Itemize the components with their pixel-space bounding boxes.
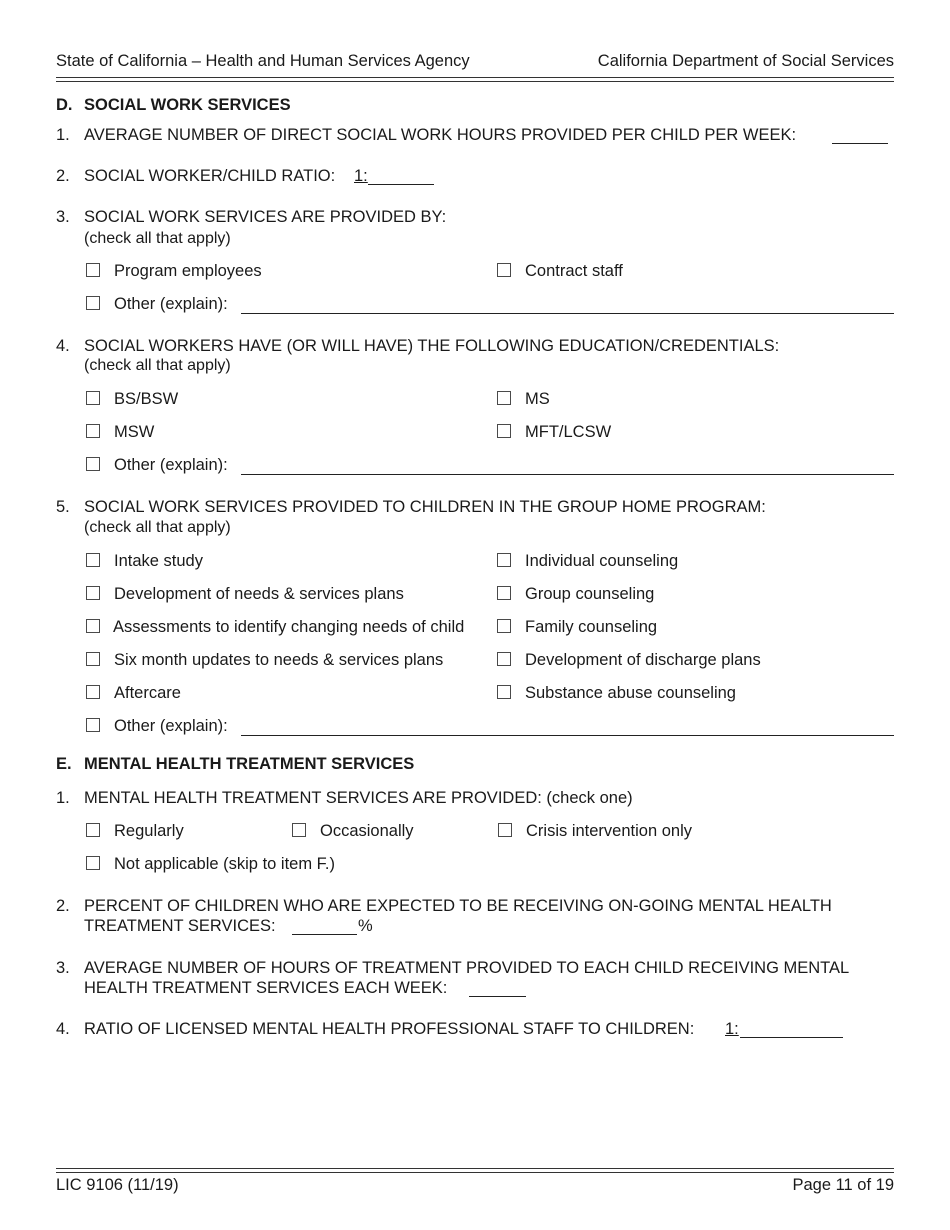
d5-other-value[interactable]	[241, 717, 894, 735]
d4-other-underline	[241, 474, 894, 475]
label-aftercare: Aftercare	[114, 684, 181, 702]
label-substance-abuse-counseling: Substance abuse counseling	[525, 684, 736, 702]
e2-question-line2: TREATMENT SERVICES:	[84, 917, 276, 935]
checkbox-substance-abuse-counseling[interactable]	[497, 685, 511, 699]
d1-hours-underline	[832, 143, 888, 144]
label-regularly: Regularly	[114, 822, 184, 840]
d1-number: 1.	[56, 126, 70, 144]
d4-question: SOCIAL WORKERS HAVE (OR WILL HAVE) THE FOLLOWING EDUCATION/CREDENTIALS:	[84, 337, 780, 355]
label-not-applicable: Not applicable (skip to item F.)	[114, 855, 336, 873]
e4-ratio-underline	[740, 1037, 843, 1038]
checkbox-program-employees[interactable]	[86, 263, 100, 277]
d5-question: SOCIAL WORK SERVICES PROVIDED TO CHILDREN IN THE GROUP HOME PROGRAM:	[84, 498, 766, 516]
footer-page-number: Page 11 of 19	[792, 1176, 894, 1194]
checkbox-bs-bsw[interactable]	[86, 391, 100, 405]
checkbox-discharge-plans[interactable]	[497, 652, 511, 666]
d4-number: 4.	[56, 337, 70, 355]
footer-rule-top	[56, 1168, 894, 1169]
checkbox-regularly[interactable]	[86, 823, 100, 837]
label-program-employees: Program employees	[114, 262, 262, 280]
d3-question: SOCIAL WORK SERVICES ARE PROVIDED BY:	[84, 208, 447, 226]
checkbox-family-counseling[interactable]	[497, 619, 511, 633]
label-discharge-plans: Development of discharge plans	[525, 651, 761, 669]
e3-hours-underline	[469, 996, 526, 997]
label-group-counseling: Group counseling	[525, 585, 655, 603]
e2-percent-underline	[292, 934, 357, 935]
e4-number: 4.	[56, 1020, 70, 1038]
checkbox-d4-other[interactable]	[86, 457, 100, 471]
d2-question: SOCIAL WORKER/CHILD RATIO:	[84, 167, 336, 185]
checkbox-msw[interactable]	[86, 424, 100, 438]
checkbox-assessments[interactable]	[86, 619, 100, 633]
label-contract-staff: Contract staff	[525, 262, 623, 280]
checkbox-not-applicable[interactable]	[86, 856, 100, 870]
checkbox-crisis-intervention[interactable]	[498, 823, 512, 837]
e1-number: 1.	[56, 789, 70, 807]
checkbox-six-month-updates[interactable]	[86, 652, 100, 666]
header-rule-bottom	[56, 81, 894, 82]
label-individual-counseling: Individual counseling	[525, 552, 679, 570]
d5-other-underline	[241, 735, 894, 736]
label-occasionally: Occasionally	[320, 822, 414, 840]
label-d3-other: Other (explain):	[114, 295, 228, 313]
e2-question-line1: PERCENT OF CHILDREN WHO ARE EXPECTED TO BE RECEIVING ON-GOING MENTAL HEALTH	[84, 897, 832, 915]
checkbox-d3-other[interactable]	[86, 296, 100, 310]
label-msw: MSW	[114, 423, 155, 441]
d2-number: 2.	[56, 167, 70, 185]
section-e-letter: E.	[56, 755, 72, 773]
e4-ratio-prefix: 1:	[725, 1020, 739, 1038]
label-needs-services-plans: Development of needs & services plans	[114, 585, 404, 603]
d3-instruction: (check all that apply)	[84, 230, 231, 247]
checkbox-contract-staff[interactable]	[497, 263, 511, 277]
label-six-month-updates: Six month updates to needs & services plans	[114, 651, 444, 669]
label-family-counseling: Family counseling	[525, 618, 658, 636]
d3-other-underline	[241, 313, 894, 314]
label-bs-bsw: BS/BSW	[114, 390, 179, 408]
checkbox-aftercare[interactable]	[86, 685, 100, 699]
d4-instruction: (check all that apply)	[84, 357, 231, 374]
section-e-title: MENTAL HEALTH TREATMENT SERVICES	[84, 755, 415, 773]
checkbox-d5-other[interactable]	[86, 718, 100, 732]
e4-ratio-value[interactable]	[740, 1020, 843, 1038]
checkbox-group-counseling[interactable]	[497, 586, 511, 600]
footer-form-id: LIC 9106 (11/19)	[56, 1176, 179, 1194]
header-agency: State of California – Health and Human Services Agency	[56, 52, 470, 70]
label-mft-lcsw: MFT/LCSW	[525, 423, 612, 441]
d2-ratio-underline	[368, 184, 434, 185]
label-ms: MS	[525, 390, 550, 408]
checkbox-ms[interactable]	[497, 391, 511, 405]
footer-rule-bottom	[56, 1172, 894, 1173]
label-crisis-intervention: Crisis intervention only	[526, 822, 692, 840]
e2-percent-suffix: %	[358, 917, 373, 935]
d4-other-value[interactable]	[241, 456, 894, 474]
e3-question-line2: HEALTH TREATMENT SERVICES EACH WEEK:	[84, 979, 448, 997]
checkbox-individual-counseling[interactable]	[497, 553, 511, 567]
checkbox-mft-lcsw[interactable]	[497, 424, 511, 438]
label-assessments: Assessments to identify changing needs of child	[113, 618, 465, 636]
d2-ratio-value[interactable]	[368, 167, 434, 185]
label-intake-study: Intake study	[114, 552, 203, 570]
e2-number: 2.	[56, 897, 70, 915]
checkbox-intake-study[interactable]	[86, 553, 100, 567]
e2-percent-value[interactable]	[292, 917, 357, 935]
d1-hours-value[interactable]	[832, 126, 888, 144]
header-department: California Department of Social Services	[597, 52, 894, 70]
label-d5-other: Other (explain):	[114, 717, 228, 735]
d2-ratio-prefix: 1:	[354, 167, 368, 185]
d5-number: 5.	[56, 498, 70, 516]
d3-other-value[interactable]	[241, 295, 894, 313]
d5-instruction: (check all that apply)	[84, 519, 231, 536]
e3-number: 3.	[56, 959, 70, 977]
section-d-title: SOCIAL WORK SERVICES	[84, 96, 291, 114]
header-rule-top	[56, 77, 894, 78]
e1-question: MENTAL HEALTH TREATMENT SERVICES ARE PROVIDED: (check one)	[84, 789, 633, 807]
e3-question-line1: AVERAGE NUMBER OF HOURS OF TREATMENT PROVIDED TO EACH CHILD RECEIVING MENTAL	[84, 959, 850, 977]
e3-hours-value[interactable]	[469, 979, 526, 997]
e4-question: RATIO OF LICENSED MENTAL HEALTH PROFESSIONAL STAFF TO CHILDREN:	[84, 1020, 695, 1038]
d1-question: AVERAGE NUMBER OF DIRECT SOCIAL WORK HOURS PROVIDED PER CHILD PER WEEK:	[84, 126, 797, 144]
section-d-letter: D.	[56, 96, 73, 114]
label-d4-other: Other (explain):	[114, 456, 228, 474]
d3-number: 3.	[56, 208, 70, 226]
checkbox-needs-services-plans[interactable]	[86, 586, 100, 600]
checkbox-occasionally[interactable]	[292, 823, 306, 837]
